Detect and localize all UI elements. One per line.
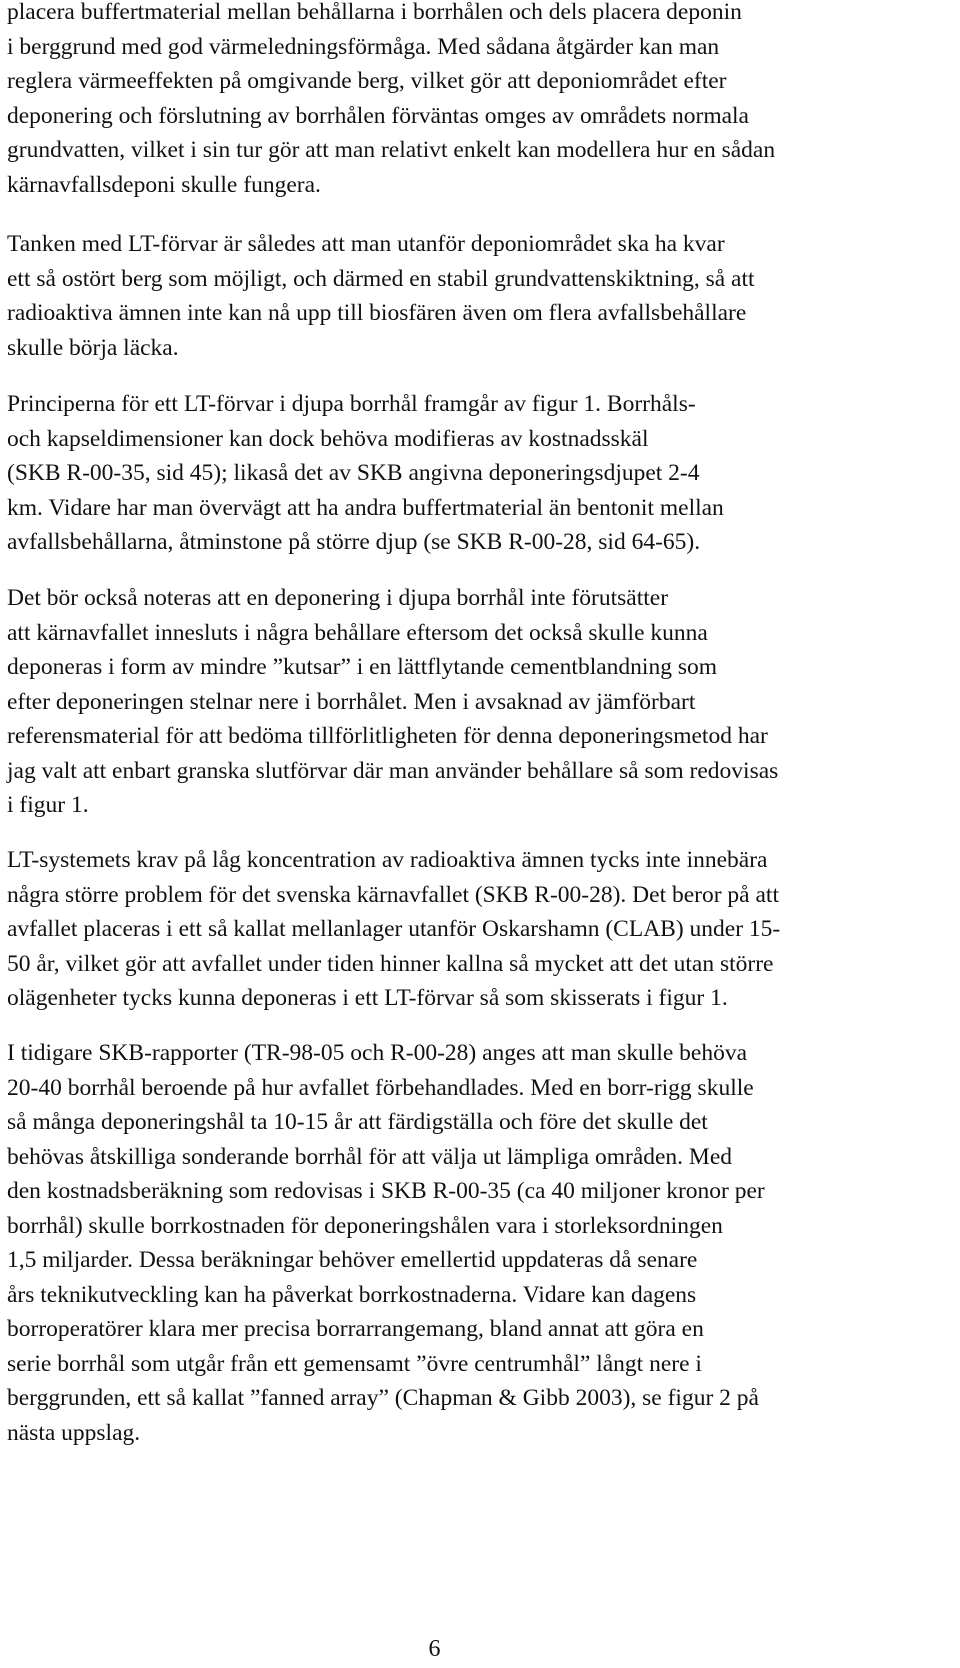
text-line: borrhål) skulle borrkostnaden för deponeringshålen vara i storleksordningen — [7, 1212, 723, 1239]
paragraph-3 — [7, 387, 724, 560]
text-line: km. Vidare har man övervägt att ha andra buffertmaterial än bentonit mellan — [7, 494, 724, 521]
text-line: radioaktiva ämnen inte kan nå upp till biosfären även om flera avfallsbehållare — [7, 300, 747, 326]
text-line: års teknikutveckling kan ha påverkat borrkostnaderna. Vidare kan dagens — [7, 1281, 697, 1308]
text-line: några större problem för det svenska kärnavfallet (SKB R-00-28). Det beror på att — [7, 881, 779, 908]
text-line: och kapseldimensioner kan dock behöva modifieras av kostnadsskäl — [7, 425, 649, 452]
text-line: serie borrhål som utgår från ett gemensamt ”övre centrumhål” långt nere i — [7, 1350, 702, 1377]
text-line: avfallet placeras i ett så kallat mellanlager utanför Oskarshamn (CLAB) under 15- — [7, 916, 781, 942]
text-line: skulle börja läcka. — [7, 334, 179, 361]
paragraph-4 — [7, 581, 778, 823]
text-line: ett så ostört berg som möjligt, och därmed en stabil grundvattenskiktning, så att — [7, 265, 755, 292]
text-line: LT-systemets krav på låg koncentration av radioaktiva ämnen tycks inte innebära — [7, 847, 768, 873]
text-line: deponeras i form av mindre ”kutsar” i en lättflytande cementblandning som — [7, 654, 717, 680]
text-line: (SKB R-00-35, sid 45); likaså det av SKB angivna deponeringsdjupet 2-4 — [7, 460, 700, 486]
text-line: jag valt att enbart granska slutförvar där man använder behållare så som redovisas — [7, 757, 779, 784]
text-line: kärnavfallsdeponi skulle fungera. — [7, 171, 321, 198]
text-line: Principerna för ett LT-förvar i djupa borrhål framgår av figur 1. Borrhåls- — [7, 391, 696, 417]
text-line: i figur 1. — [7, 792, 89, 818]
text-line: så många deponeringshål ta 10-15 år att färdigställa och före det skulle det — [7, 1109, 708, 1135]
text-line: berggrunden, ett så kallat ”fanned array” (Chapman & Gibb 2003), se figur 2 på — [7, 1385, 759, 1411]
text-line: 20-40 borrhål beroende på hur avfallet förbehandlades. Med en borr-rigg skulle — [7, 1074, 754, 1101]
text-line: reglera värmeeffekten på omgivande berg, vilket gör att deponiområdet efter — [7, 68, 727, 94]
text-line: nästa uppslag. — [7, 1419, 141, 1446]
text-line: Det bör också noteras att en deponering i djupa borrhål inte förutsätter — [7, 585, 669, 611]
paragraph-6 — [7, 1036, 765, 1450]
page-number: 6 — [428, 1636, 441, 1662]
text-line: 50 år, vilket gör att avfallet under tiden hinner kallna så mycket att det utan större — [7, 950, 774, 977]
paragraph-2 — [7, 227, 755, 365]
text-line: 1,5 miljarder. Dessa beräkningar behöver emellertid uppdateras då senare — [7, 1247, 698, 1273]
text-line: I tidigare SKB-rapporter (TR-98-05 och R-00-28) anges att man skulle behöva — [7, 1040, 748, 1066]
text-line: grundvatten, vilket i sin tur gör att man relativt enkelt kan modellera hur en sådan — [7, 137, 776, 163]
paragraph-1 — [7, 0, 775, 202]
text-line: efter deponeringen stelnar nere i borrhålet. Men i avsaknad av jämförbart — [7, 688, 696, 715]
text-line: avfallsbehållarna, åtminstone på större djup (se SKB R-00-28, sid 64-65). — [7, 529, 701, 555]
paragraph-5 — [7, 843, 780, 1016]
text-line: Tanken med LT-förvar är således att man utanför deponiområdet ska ha kvar — [7, 231, 725, 257]
text-line: i berggrund med god värmeledningsförmåga. Med sådana åtgärder kan man — [7, 33, 720, 60]
text-line: deponering och förslutning av borrhålen förväntas omges av områdets normala — [7, 102, 749, 129]
text-line: behövas åtskilliga sonderande borrhål för att välja ut lämpliga områden. Med — [7, 1143, 733, 1170]
text-line: olägenheter tycks kunna deponeras i ett LT-förvar så som skisserats i figur 1. — [7, 985, 728, 1011]
text-line: placera buffertmaterial mellan behållarna i borrhålen och dels placera deponin — [7, 0, 742, 25]
text-line: att kärnavfallet innesluts i några behållare eftersom det också skulle kunna — [7, 619, 708, 646]
text-line: borroperatörer klara mer precisa borrarrangemang, bland annat att göra en — [7, 1316, 704, 1342]
text-line: den kostnadsberäkning som redovisas i SKB R-00-35 (ca 40 miljoner kronor per — [7, 1178, 765, 1204]
text-line: referensmaterial för att bedöma tillförlitligheten för denna deponeringsmetod har — [7, 723, 768, 749]
